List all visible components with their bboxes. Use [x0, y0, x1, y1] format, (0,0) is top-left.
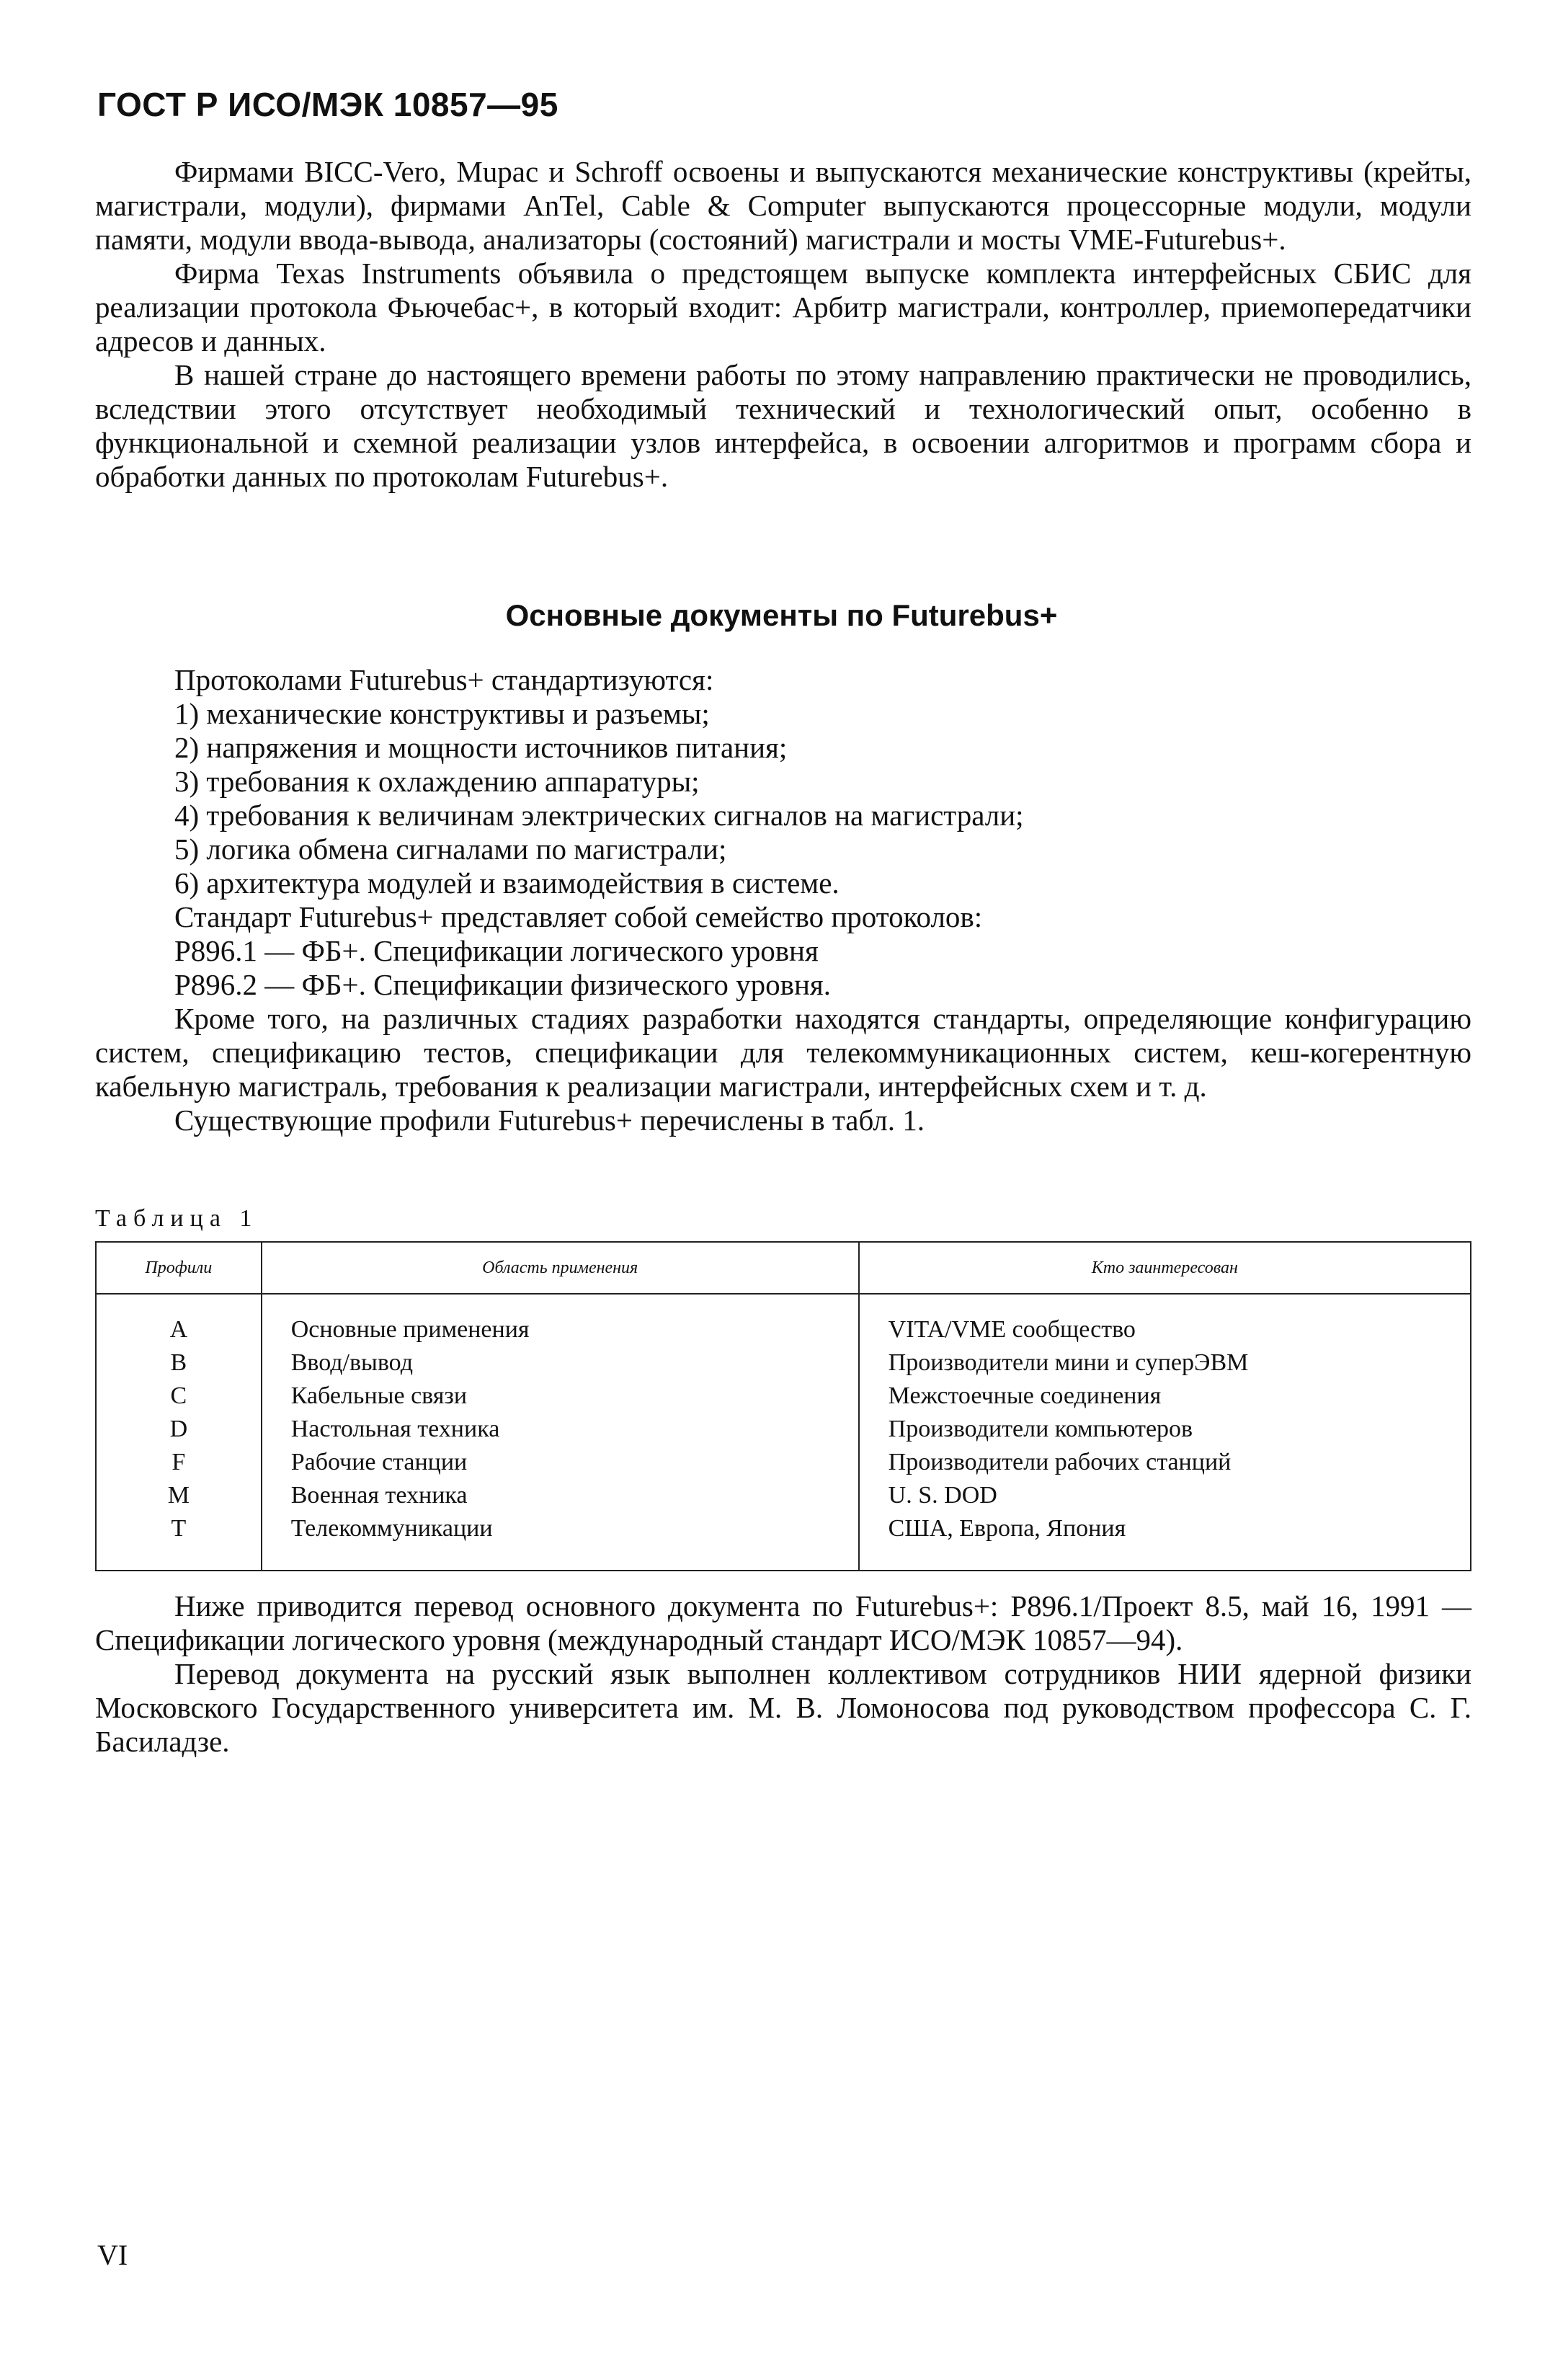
closing-block	[95, 1589, 1471, 1759]
application-cell: Телекоммуникации	[262, 1512, 859, 1571]
document-header: ГОСТ Р ИСО/МЭК 10857—95	[97, 86, 558, 123]
table-row	[96, 1346, 1471, 1380]
section-heading: Основные документы по Futurebus+	[505, 598, 1058, 632]
table-header-row	[96, 1242, 1471, 1294]
table-row	[96, 1380, 1471, 1413]
standards-family: Стандарт Futurebus+ представляет собой семейство протоколов:	[174, 900, 983, 933]
intro-block	[95, 155, 1471, 494]
profile-cell: B	[96, 1346, 262, 1380]
page-number: VI	[97, 2239, 128, 2271]
other-standards-paragraph: Кроме того, на различных стадиях разработки находятся стандарты, определяющие конфигурацию систем, спецификацию тестов, спецификации для телекоммуникационных систем, кеш-когерентную кабельную магистраль, требования к реализации магистрали, интерфейсных схем и т. д.	[95, 1002, 1471, 1103]
profile-cell: C	[96, 1380, 262, 1413]
column-header-interested: Кто заинтересован	[859, 1242, 1471, 1294]
interested-cell: Производители мини и суперЭВМ	[859, 1346, 1471, 1380]
table-row	[96, 1294, 1471, 1346]
standard-p896-1: Р896.1 — ФБ+. Спецификации логического уровня	[174, 934, 819, 967]
intro-paragraph-3: В нашей стране до настоящего времени работы по этому направлению практически не проводились, вследствии этого отсутствует необходимый технический и технологический опыт, особенно в функциональной и схемной реализации узлов интерфейса, в освоении алгоритмов и программ сбора и обработки данных по протоколам Futurebus+.	[95, 358, 1471, 493]
list-item: 2) напряжения и мощности источников питания;	[174, 731, 788, 764]
closing-paragraph-2: Перевод документа на русский язык выполнен коллективом сотрудников НИИ ядерной физики Московского Государственного университета им. М. В. Ломоносова под руководством профессора С. Г. Басиладзе.	[95, 1657, 1471, 1758]
column-header-profile: Профили	[96, 1242, 262, 1294]
interested-cell: VITA/VME сообщество	[859, 1294, 1471, 1346]
list-item: 3) требования к охлаждению аппаратуры;	[174, 765, 700, 798]
application-cell: Кабельные связи	[262, 1380, 859, 1413]
profile-cell: A	[96, 1294, 262, 1346]
list-item: 6) архитектура модулей и взаимодействия в системе.	[174, 866, 840, 900]
profiles-reference: Существующие профили Futurebus+ перечислены в табл. 1.	[174, 1104, 925, 1137]
table-row	[96, 1446, 1471, 1479]
standard-p896-2: Р896.2 — ФБ+. Спецификации физического уровня.	[174, 968, 832, 1001]
list-item: 5) логика обмена сигналами по магистрали;	[174, 832, 727, 866]
list-item: 1) механические конструктивы и разъемы;	[174, 697, 710, 730]
application-cell: Основные применения	[262, 1294, 859, 1346]
application-cell: Военная техника	[262, 1479, 859, 1512]
interested-cell: Межстоечные соединения	[859, 1380, 1471, 1413]
profile-cell: T	[96, 1512, 262, 1571]
column-header-application: Область применения	[262, 1242, 859, 1294]
list-item: 4) требования к величинам электрических сигналов на магистрали;	[174, 799, 1024, 832]
profile-cell: D	[96, 1413, 262, 1446]
profile-cell: M	[96, 1479, 262, 1512]
table-row	[96, 1413, 1471, 1446]
interested-cell: США, Европа, Япония	[859, 1512, 1471, 1571]
section-lead: Протоколами Futurebus+ стандартизуются:	[174, 663, 714, 696]
table-row	[96, 1479, 1471, 1512]
table-row	[96, 1512, 1471, 1571]
closing-paragraph-1: Ниже приводится перевод основного документа по Futurebus+: Р896.1/Проект 8.5, май 16, 1991 — Спецификации логического уровня (международный стандарт ИСО/МЭК 10857—94).	[95, 1589, 1471, 1656]
intro-paragraph-1: Фирмами BICC-Vero, Mupac и Schroff освоены и выпускаются механические конструктивы (крейты, магистрали, модули), фирмами AnTel, Cable & Computer выпускаются процессорные модули, модули памяти, модули ввода-вывода, анализаторы (состояний) магистрали и мосты VME-Futurebus+.	[95, 155, 1471, 256]
interested-cell: U. S. DOD	[859, 1479, 1471, 1512]
intro-paragraph-2: Фирма Texas Instruments объявила о предстоящем выпуске комплекта интерфейсных СБИС для реализации протокола Фьючебас+, в который входит: Арбитр магистрали, контроллер, приемопередатчики адресов и данных.	[95, 257, 1471, 358]
interested-cell: Производители рабочих станций	[859, 1446, 1471, 1479]
interested-cell: Производители компьютеров	[859, 1413, 1471, 1446]
application-cell: Ввод/вывод	[262, 1346, 859, 1380]
application-cell: Рабочие станции	[262, 1446, 859, 1479]
application-cell: Настольная техника	[262, 1413, 859, 1446]
profile-cell: F	[96, 1446, 262, 1479]
table-caption: Таблица 1	[95, 1205, 259, 1232]
section-body	[95, 663, 1471, 1137]
profiles-table	[95, 1241, 1471, 1571]
